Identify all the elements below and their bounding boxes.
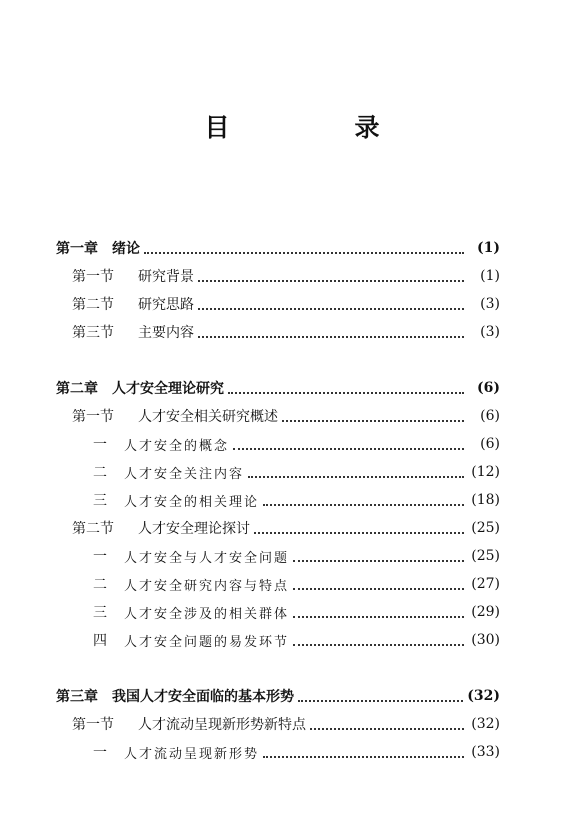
toc-entry-page-number: (25) — [471, 520, 500, 536]
toc-entry-page-number: (3) — [480, 296, 500, 312]
toc-entry-number: 第一节 — [72, 409, 114, 425]
toc-entry-page-number: (12) — [471, 464, 500, 480]
toc-entry-number: 第一节 — [72, 717, 114, 733]
toc-entry-title: 人才安全问题的易发环节 — [124, 634, 290, 650]
toc-entry-number: 第三章 — [56, 689, 98, 705]
dot-leader — [310, 727, 464, 730]
toc-entry-number: 二 — [93, 465, 107, 481]
toc-entry-section — [72, 322, 500, 342]
toc-entry-page-number: (3) — [480, 324, 500, 340]
toc-entry-section — [72, 518, 500, 538]
dot-leader — [263, 755, 464, 758]
toc-entry-section — [72, 266, 500, 286]
toc-entry-title: 人才安全涉及的相关群体 — [124, 606, 290, 622]
toc-entry-number: 一 — [93, 437, 107, 453]
toc-entry-item — [90, 742, 500, 762]
toc-entry-number: 第一节 — [72, 269, 114, 285]
toc-entry-section — [72, 714, 500, 734]
toc-entry-title: 人才流动呈现新形势 — [124, 746, 260, 762]
toc-entry-number: 三 — [93, 493, 107, 509]
toc-entry-title: 人才安全研究内容与特点 — [124, 578, 290, 594]
toc-entry-chapter — [56, 238, 500, 258]
toc-entry-title: 人才安全的相关理论 — [124, 494, 260, 510]
toc-entry-page-number: (1) — [480, 268, 500, 284]
page-title: 目 录 — [204, 113, 430, 142]
toc-entry-number: 第三节 — [72, 325, 114, 341]
toc-entry-page-number: (33) — [471, 744, 500, 760]
dot-leader — [298, 699, 463, 702]
toc-entry-number: 四 — [93, 633, 107, 649]
toc-entry-item — [90, 602, 500, 622]
toc-entry-item — [90, 546, 500, 566]
toc-entry-item — [90, 490, 500, 510]
toc-entry-title: 人才安全的概念 — [124, 438, 230, 454]
dot-leader — [248, 475, 464, 478]
toc-entry-chapter — [56, 378, 500, 398]
toc-entry-title: 研究背景 — [138, 269, 194, 285]
dot-leader — [293, 587, 464, 590]
toc-entry-page-number: (27) — [471, 576, 500, 592]
dot-leader — [254, 531, 464, 534]
toc-entry-number: 二 — [93, 577, 107, 593]
toc-entry-title: 人才安全关注内容 — [124, 466, 245, 482]
dot-leader — [198, 279, 464, 282]
dot-leader — [144, 251, 464, 254]
toc-entry-page-number: (6) — [477, 380, 500, 396]
toc-entry-title: 人才流动呈现新形势新特点 — [138, 717, 306, 733]
dot-leader — [282, 419, 464, 422]
toc-entry-item — [90, 462, 500, 482]
toc-entry-item — [90, 574, 500, 594]
toc-entry-section — [72, 406, 500, 426]
toc-entry-page-number: (32) — [467, 688, 500, 704]
toc-entry-title: 人才安全理论探讨 — [138, 521, 250, 537]
toc-entry-number: 第一章 — [56, 241, 98, 257]
toc-entry-page-number: (6) — [480, 408, 500, 424]
toc-entry-title: 人才安全理论研究 — [112, 381, 224, 397]
toc-entry-page-number: (25) — [471, 548, 500, 564]
toc-entry-page-number: (32) — [471, 716, 500, 732]
toc-entry-title: 主要内容 — [138, 325, 194, 341]
toc-entry-number: 第二节 — [72, 297, 114, 313]
dot-leader — [233, 447, 464, 450]
toc-entry-number: 三 — [93, 605, 107, 621]
toc-entry-item — [90, 630, 500, 650]
toc-entry-chapter — [56, 686, 500, 706]
dot-leader — [293, 615, 464, 618]
toc-entry-number: 第二节 — [72, 521, 114, 537]
toc-entry-title: 人才安全与人才安全问题 — [124, 550, 290, 566]
dot-leader — [293, 559, 464, 562]
toc-entry-section — [72, 294, 500, 314]
toc-entry-page-number: (6) — [480, 436, 500, 452]
dot-leader — [228, 391, 464, 394]
toc-entry-page-number: (1) — [477, 240, 500, 256]
dot-leader — [293, 643, 464, 646]
toc-entry-page-number: (30) — [471, 632, 500, 648]
toc-entry-number: 一 — [93, 745, 107, 761]
toc-entry-page-number: (29) — [471, 604, 500, 620]
toc-entry-title: 人才安全相关研究概述 — [138, 409, 278, 425]
dot-leader — [198, 307, 464, 310]
toc-entry-number: 第二章 — [56, 381, 98, 397]
toc-entry-title: 研究思路 — [138, 297, 194, 313]
toc-entry-item — [90, 434, 500, 454]
dot-leader — [263, 503, 464, 506]
toc-entry-title: 我国人才安全面临的基本形势 — [112, 689, 294, 705]
dot-leader — [198, 335, 464, 338]
toc-entry-title: 绪论 — [112, 241, 140, 257]
toc-entry-number: 一 — [93, 549, 107, 565]
toc-entry-page-number: (18) — [471, 492, 500, 508]
